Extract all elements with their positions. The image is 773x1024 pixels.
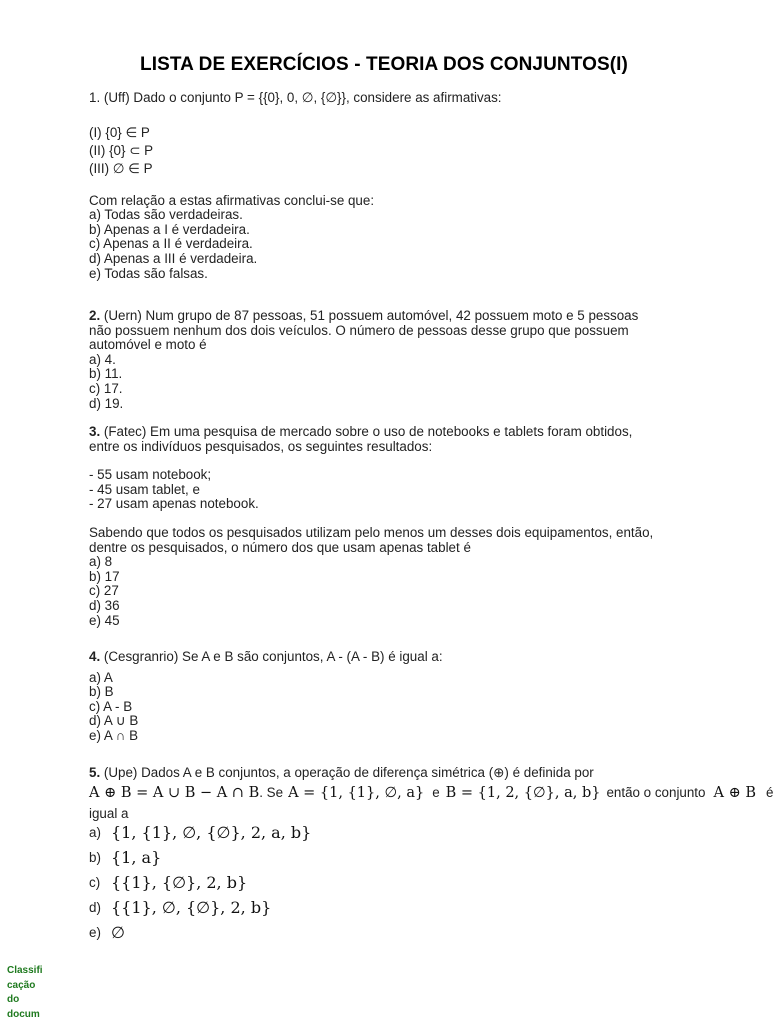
set-a-definition: A = {1, {1}, ∅, a} xyxy=(288,785,425,802)
answer-option: d) 19. xyxy=(89,395,124,411)
question-4 xyxy=(89,650,689,744)
option-label: c) xyxy=(89,875,101,891)
answer-option xyxy=(89,871,689,896)
option-label: a) xyxy=(89,825,101,841)
question-statement: automóvel e moto é xyxy=(89,337,207,353)
question-5 xyxy=(89,765,773,946)
question-statement: (Cesgranrio) Se A e B são conjuntos, A - (A - B) é igual a: xyxy=(100,649,443,664)
option-label: e) xyxy=(89,925,101,941)
option-value: ∅ xyxy=(111,923,125,943)
answer-option: a) 4. xyxy=(89,351,116,367)
footer-line: do xyxy=(7,994,20,1005)
question-statement: 1. (Uff) Dado o conjunto P = {{0}, 0, ∅, {∅}}, considere as afirmativas: xyxy=(89,90,502,105)
answer-option: c) 17. xyxy=(89,380,123,396)
answer-option xyxy=(89,821,689,846)
question-1 xyxy=(89,91,689,281)
claim-item: (II) {0} ⊂ P xyxy=(89,142,154,158)
question-statement: igual a xyxy=(89,805,129,821)
question-statement: não possuem nenhum dos dois veículos. O número de pessoas desse grupo que possuem xyxy=(89,322,629,338)
answer-option: c) 27 xyxy=(89,583,119,599)
footer-line: cação xyxy=(7,979,36,991)
question-prompt: dentre os pesquisados, o número dos que usam apenas tablet é xyxy=(89,539,471,555)
symmetric-difference-formula: A ⊕ B = A ∪ B − A ∩ B xyxy=(89,785,260,802)
option-label: d) xyxy=(89,900,101,916)
question-statement: (Upe) Dados A e B conjuntos, a operação de diferença simétrica (⊕) é definida por xyxy=(100,765,594,780)
claim-item: (I) {0} ∈ P xyxy=(89,124,150,140)
question-prompt: Com relação a estas afirmativas conclui-se que: xyxy=(89,192,375,208)
question-3 xyxy=(89,425,689,628)
answer-option: a) 8 xyxy=(89,554,113,570)
document-classification-label xyxy=(7,964,51,1022)
claim-item: (III) ∅ ∈ P xyxy=(89,160,153,176)
answer-option: a) Todas são verdadeiras. xyxy=(89,207,243,223)
answer-option: b) 17 xyxy=(89,568,120,584)
answer-option: e) Todas são falsas. xyxy=(89,265,208,281)
answer-option: e) A ∩ B xyxy=(89,727,139,743)
answer-option: c) A - B xyxy=(89,698,133,714)
answer-option: c) Apenas a II é verdadeira. xyxy=(89,236,253,252)
set-b-definition: B = {1, 2, {∅}, a, b} xyxy=(445,785,601,802)
option-value: {1, {1}, ∅, {∅}, 2, a, b} xyxy=(111,823,312,843)
answer-option: b) 11. xyxy=(89,366,123,382)
question-prompt: Sabendo que todos os pesquisados utilizam pelo menos um desses dois equipamentos, então, xyxy=(89,524,654,540)
answer-option: d) Apenas a III é verdadeira. xyxy=(89,250,258,266)
question-number: 5. xyxy=(89,765,101,780)
answer-option xyxy=(89,921,689,946)
definition-line: A ⊕ B = A ∪ B − A ∩ B . Se A = {1, {1}, ∅, a} e B = {1, 2, {∅}, a, b} então o conjunto A ⊕ B é xyxy=(89,785,773,802)
option-label: b) xyxy=(89,850,101,866)
answer-option: a) A xyxy=(89,669,113,685)
answer-option: d) 36 xyxy=(89,597,120,613)
question-statement: (Fatec) Em uma pesquisa de mercado sobre o uso de notebooks e tablets foram obtidos, xyxy=(100,424,633,439)
option-value: {{1}, ∅, {∅}, 2, b} xyxy=(111,898,272,918)
question-statement: entre os indivíduos pesquisados, os seguintes resultados: xyxy=(89,438,433,454)
question-2 xyxy=(89,309,689,411)
target-expression: A ⊕ B xyxy=(713,785,756,802)
footer-line: docum xyxy=(7,1008,40,1020)
page-title: LISTA DE EXERCÍCIOS - TEORIA DOS CONJUNTOS(I) xyxy=(140,54,628,75)
answer-option xyxy=(89,896,689,921)
answer-option: d) A ∪ B xyxy=(89,713,139,729)
question-number: 2. xyxy=(89,308,101,323)
answer-option: e) 45 xyxy=(89,612,120,628)
answer-option: b) Apenas a I é verdadeira. xyxy=(89,221,250,237)
question-number: 3. xyxy=(89,424,101,439)
option-value: {1, a} xyxy=(111,848,162,868)
fact-item: - 55 usam notebook; xyxy=(89,467,212,483)
answer-option xyxy=(89,846,689,871)
question-number: 4. xyxy=(89,649,101,664)
footer-line: Classifi xyxy=(7,965,43,976)
fact-item: - 27 usam apenas notebook. xyxy=(89,496,259,512)
option-value: {{1}, {∅}, 2, b} xyxy=(111,873,248,893)
answer-option: b) B xyxy=(89,684,114,700)
question-statement: (Uern) Num grupo de 87 pessoas, 51 possuem automóvel, 42 possuem moto e 5 pessoas xyxy=(100,308,639,323)
fact-item: - 45 usam tablet, e xyxy=(89,481,200,497)
